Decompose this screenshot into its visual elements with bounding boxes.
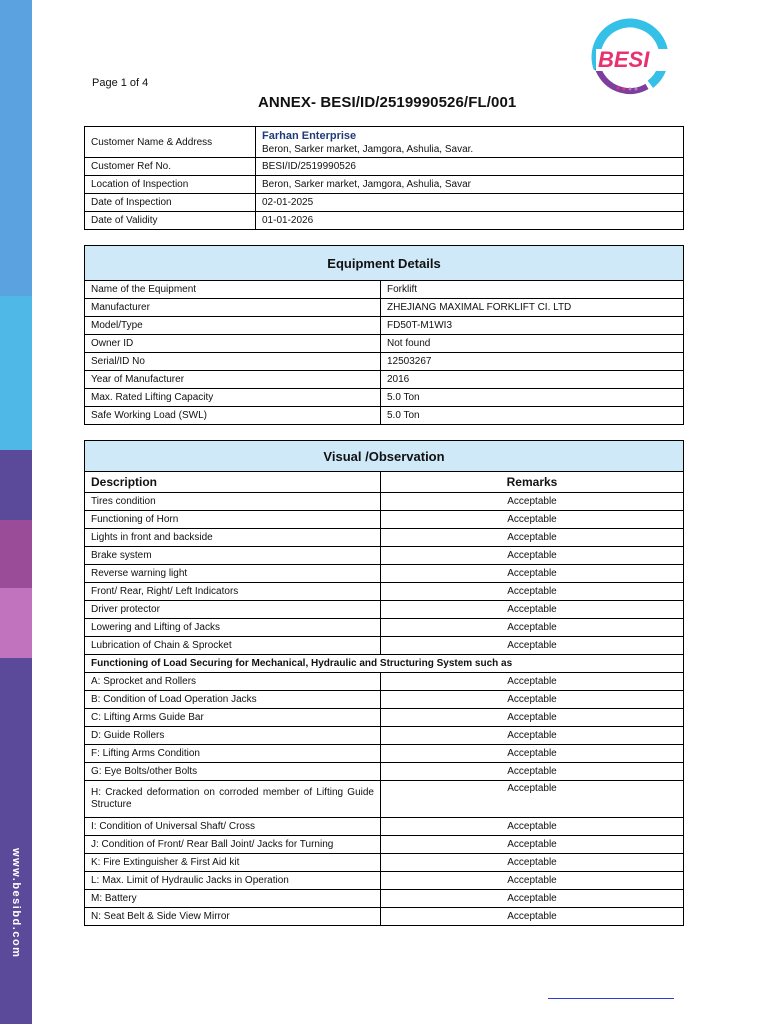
customer-ref-label: Customer Ref No. [85, 158, 256, 176]
table-row [85, 619, 684, 637]
observation-remark: Acceptable [381, 529, 684, 547]
table-row [85, 908, 684, 926]
observation-remark: Acceptable [381, 691, 684, 709]
website-text [2, 848, 30, 968]
observation-description: Lowering and Lifting of Jacks [85, 619, 381, 637]
customer-name: Farhan Enterprise [262, 129, 357, 142]
observation-description: Lights in front and backside [85, 529, 381, 547]
equipment-value: FD50T-M1WI3 [381, 317, 684, 335]
table-row [85, 818, 684, 836]
customer-name-address-cell [256, 127, 684, 158]
equipment-label: Owner ID [85, 335, 381, 353]
table-row [85, 335, 684, 353]
equipment-label: Year of Manufacturer [85, 371, 381, 389]
observation-description: B: Condition of Load Operation Jacks [85, 691, 381, 709]
table-row [85, 299, 684, 317]
observation-remark: Acceptable [381, 854, 684, 872]
observation-remark: Acceptable [381, 727, 684, 745]
table-row [85, 212, 684, 230]
equipment-label: Safe Working Load (SWL) [85, 407, 381, 425]
observation-remark: Acceptable [381, 583, 684, 601]
section-heading: Functioning of Load Securing for Mechanical, Hydraulic and Structuring System such as [85, 655, 684, 673]
left-sidebar-band [0, 0, 32, 1024]
table-row [85, 872, 684, 890]
table-row [85, 836, 684, 854]
equipment-label: Max. Rated Lifting Capacity [85, 389, 381, 407]
website-label: www.besibd.com [10, 848, 22, 959]
observation-description: D: Guide Rollers [85, 727, 381, 745]
section-heading-row [85, 655, 684, 673]
table-row [85, 529, 684, 547]
observation-description: Reverse warning light [85, 565, 381, 583]
equipment-label: Model/Type [85, 317, 381, 335]
observation-remark: Acceptable [381, 565, 684, 583]
table-row [85, 691, 684, 709]
observation-description: Front/ Rear, Right/ Left Indicators [85, 583, 381, 601]
observation-description: F: Lifting Arms Condition [85, 745, 381, 763]
table-row [85, 371, 684, 389]
equipment-value: Forklift [381, 281, 684, 299]
inspection-date-label: Date of Inspection [85, 194, 256, 212]
observation-description: Lubrication of Chain & Sprocket [85, 637, 381, 655]
observation-description: N: Seat Belt & Side View Mirror [85, 908, 381, 926]
customer-ref-value: BESI/ID/2519990526 [256, 158, 684, 176]
equipment-value: 5.0 Ton [381, 389, 684, 407]
customer-address: Beron, Sarker market, Jamgora, Ashulia, Savar. [262, 143, 474, 155]
equipment-label: Name of the Equipment [85, 281, 381, 299]
observation-description: A: Sprocket and Rollers [85, 673, 381, 691]
observation-description: Tires condition [85, 493, 381, 511]
observation-description: I: Condition of Universal Shaft/ Cross [85, 818, 381, 836]
location-value: Beron, Sarker market, Jamgora, Ashulia, Savar [256, 176, 684, 194]
table-row [85, 727, 684, 745]
sidebar-segment [0, 588, 32, 658]
customer-info-table [84, 126, 684, 230]
observation-remark: Acceptable [381, 637, 684, 655]
equipment-value: Not found [381, 335, 684, 353]
equipment-details-table [84, 245, 684, 425]
customer-name-label: Customer Name & Address [85, 127, 256, 158]
remarks-column-header: Remarks [381, 472, 684, 493]
observation-remark: Acceptable [381, 493, 684, 511]
observation-remark: Acceptable [381, 818, 684, 836]
equipment-value: 5.0 Ton [381, 407, 684, 425]
column-header-row [85, 472, 684, 493]
observation-remark: Acceptable [381, 872, 684, 890]
table-row [85, 353, 684, 371]
equipment-value: 12503267 [381, 353, 684, 371]
table-row [85, 511, 684, 529]
observation-description: H: Cracked deformation on corroded member of Lifting Guide Structure [85, 781, 381, 818]
sidebar-segment [0, 0, 32, 296]
logo-text: BESI [598, 47, 650, 72]
besi-logo [578, 12, 688, 102]
observation-description: K: Fire Extinguisher & First Aid kit [85, 854, 381, 872]
observation-description: Brake system [85, 547, 381, 565]
sidebar-segment [0, 658, 32, 1024]
visual-observation-table [84, 440, 684, 926]
observation-description: J: Condition of Front/ Rear Ball Joint/ Jacks for Turning [85, 836, 381, 854]
observation-remark: Acceptable [381, 673, 684, 691]
table-row [85, 493, 684, 511]
observation-remark: Acceptable [381, 763, 684, 781]
annex-title: ANNEX- BESI/ID/2519990526/FL/001 [258, 94, 517, 111]
observation-remark: Acceptable [381, 601, 684, 619]
equipment-details-title: Equipment Details [85, 246, 684, 281]
table-row [85, 601, 684, 619]
observation-remark: Acceptable [381, 745, 684, 763]
location-label: Location of Inspection [85, 176, 256, 194]
observation-description: Driver protector [85, 601, 381, 619]
table-row [85, 176, 684, 194]
observation-remark: Acceptable [381, 547, 684, 565]
besi-logo-graphic [578, 12, 688, 102]
sidebar-segment [0, 520, 32, 588]
sidebar-segment [0, 296, 32, 450]
table-row [85, 194, 684, 212]
table-row [85, 745, 684, 763]
observation-description: M: Battery [85, 890, 381, 908]
table-row [85, 389, 684, 407]
table-row [85, 854, 684, 872]
validity-date-value: 01-01-2026 [256, 212, 684, 230]
description-column-header: Description [85, 472, 381, 493]
observation-remark: Acceptable [381, 511, 684, 529]
equipment-value: 2016 [381, 371, 684, 389]
table-row [85, 407, 684, 425]
table-row [85, 781, 684, 818]
table-row [85, 673, 684, 691]
table-row [85, 547, 684, 565]
observation-description: L: Max. Limit of Hydraulic Jacks in Operation [85, 872, 381, 890]
table-row [85, 763, 684, 781]
observation-remark: Acceptable [381, 836, 684, 854]
observation-remark: Acceptable [381, 890, 684, 908]
observation-remark: Acceptable [381, 781, 684, 818]
table-row [85, 565, 684, 583]
table-row [85, 127, 684, 158]
inspection-date-value: 02-01-2025 [256, 194, 684, 212]
observation-remark: Acceptable [381, 709, 684, 727]
table-row [85, 317, 684, 335]
footer-divider [548, 998, 674, 999]
visual-observation-title: Visual /Observation [85, 441, 684, 472]
equipment-label: Manufacturer [85, 299, 381, 317]
table-row [85, 637, 684, 655]
equipment-value: ZHEJIANG MAXIMAL FORKLIFT CI. LTD [381, 299, 684, 317]
validity-date-label: Date of Validity [85, 212, 256, 230]
table-row [85, 890, 684, 908]
sidebar-segment [0, 450, 32, 520]
table-row [85, 281, 684, 299]
table-row [85, 583, 684, 601]
observation-remark: Acceptable [381, 908, 684, 926]
observation-description: C: Lifting Arms Guide Bar [85, 709, 381, 727]
table-header-row [85, 441, 684, 472]
equipment-label: Serial/ID No [85, 353, 381, 371]
table-header-row [85, 246, 684, 281]
observation-remark: Acceptable [381, 619, 684, 637]
observation-description: G: Eye Bolts/other Bolts [85, 763, 381, 781]
table-row [85, 158, 684, 176]
table-row [85, 709, 684, 727]
page-number: Page 1 of 4 [92, 77, 149, 89]
observation-description: Functioning of Horn [85, 511, 381, 529]
